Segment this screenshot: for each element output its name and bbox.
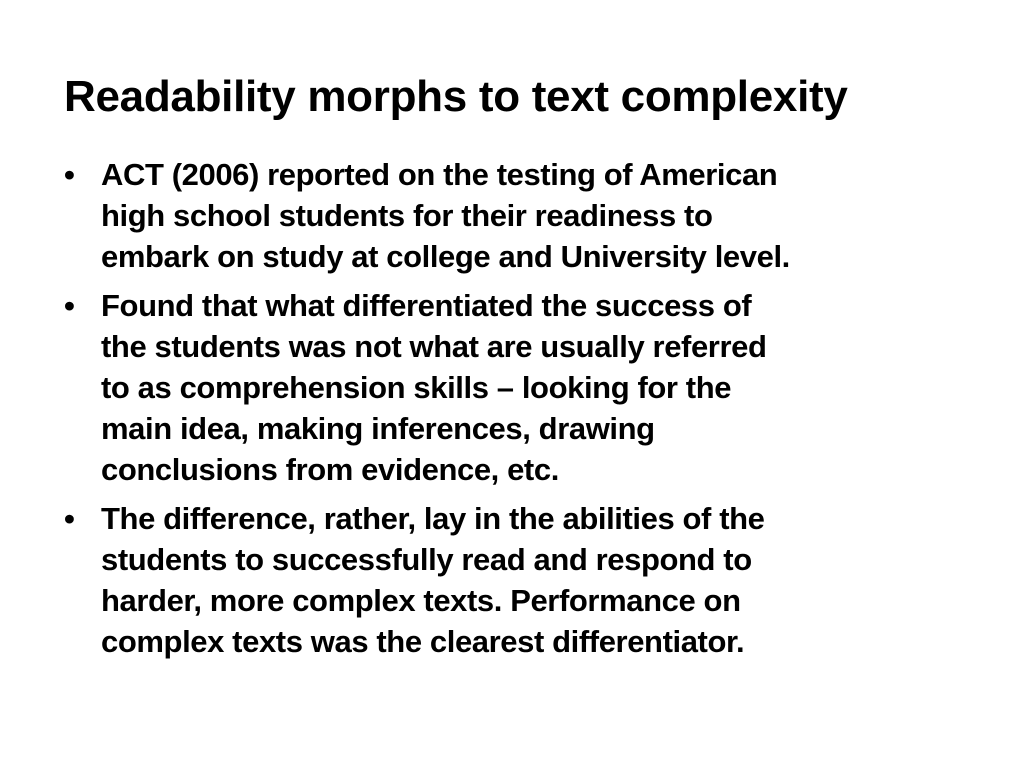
bullet-item-complex-texts: [64, 498, 964, 662]
bullet-line: embark on study at college and University level.: [101, 239, 790, 274]
bullet-item-act-2006: [64, 154, 964, 277]
bullet-line: students to successfully read and respond to: [101, 542, 752, 577]
bullet-point-icon: •: [64, 501, 75, 536]
bullet-line: Found that what differentiated the success of: [101, 288, 752, 323]
bullet-line: complex texts was the clearest differentiator.: [101, 624, 745, 659]
bullet-point-icon: •: [64, 157, 75, 192]
bullet-point-icon: •: [64, 288, 75, 323]
bullet-line: harder, more complex texts. Performance on: [101, 583, 741, 618]
bullet-item-comprehension-skills: [64, 285, 964, 490]
bullet-line: the students was not what are usually referred: [101, 329, 767, 364]
bullet-line: conclusions from evidence, etc.: [101, 452, 559, 487]
bullet-line: to as comprehension skills – looking for the: [101, 370, 732, 405]
bullet-line: high school students for their readiness to: [101, 198, 713, 233]
slide-title: Readability morphs to text complexity: [64, 72, 848, 121]
bullet-list: [64, 154, 964, 670]
bullet-line: ACT (2006) reported on the testing of American: [101, 157, 778, 192]
bullet-line: The difference, rather, lay in the abilities of the: [101, 501, 765, 536]
bullet-line: main idea, making inferences, drawing: [101, 411, 655, 446]
